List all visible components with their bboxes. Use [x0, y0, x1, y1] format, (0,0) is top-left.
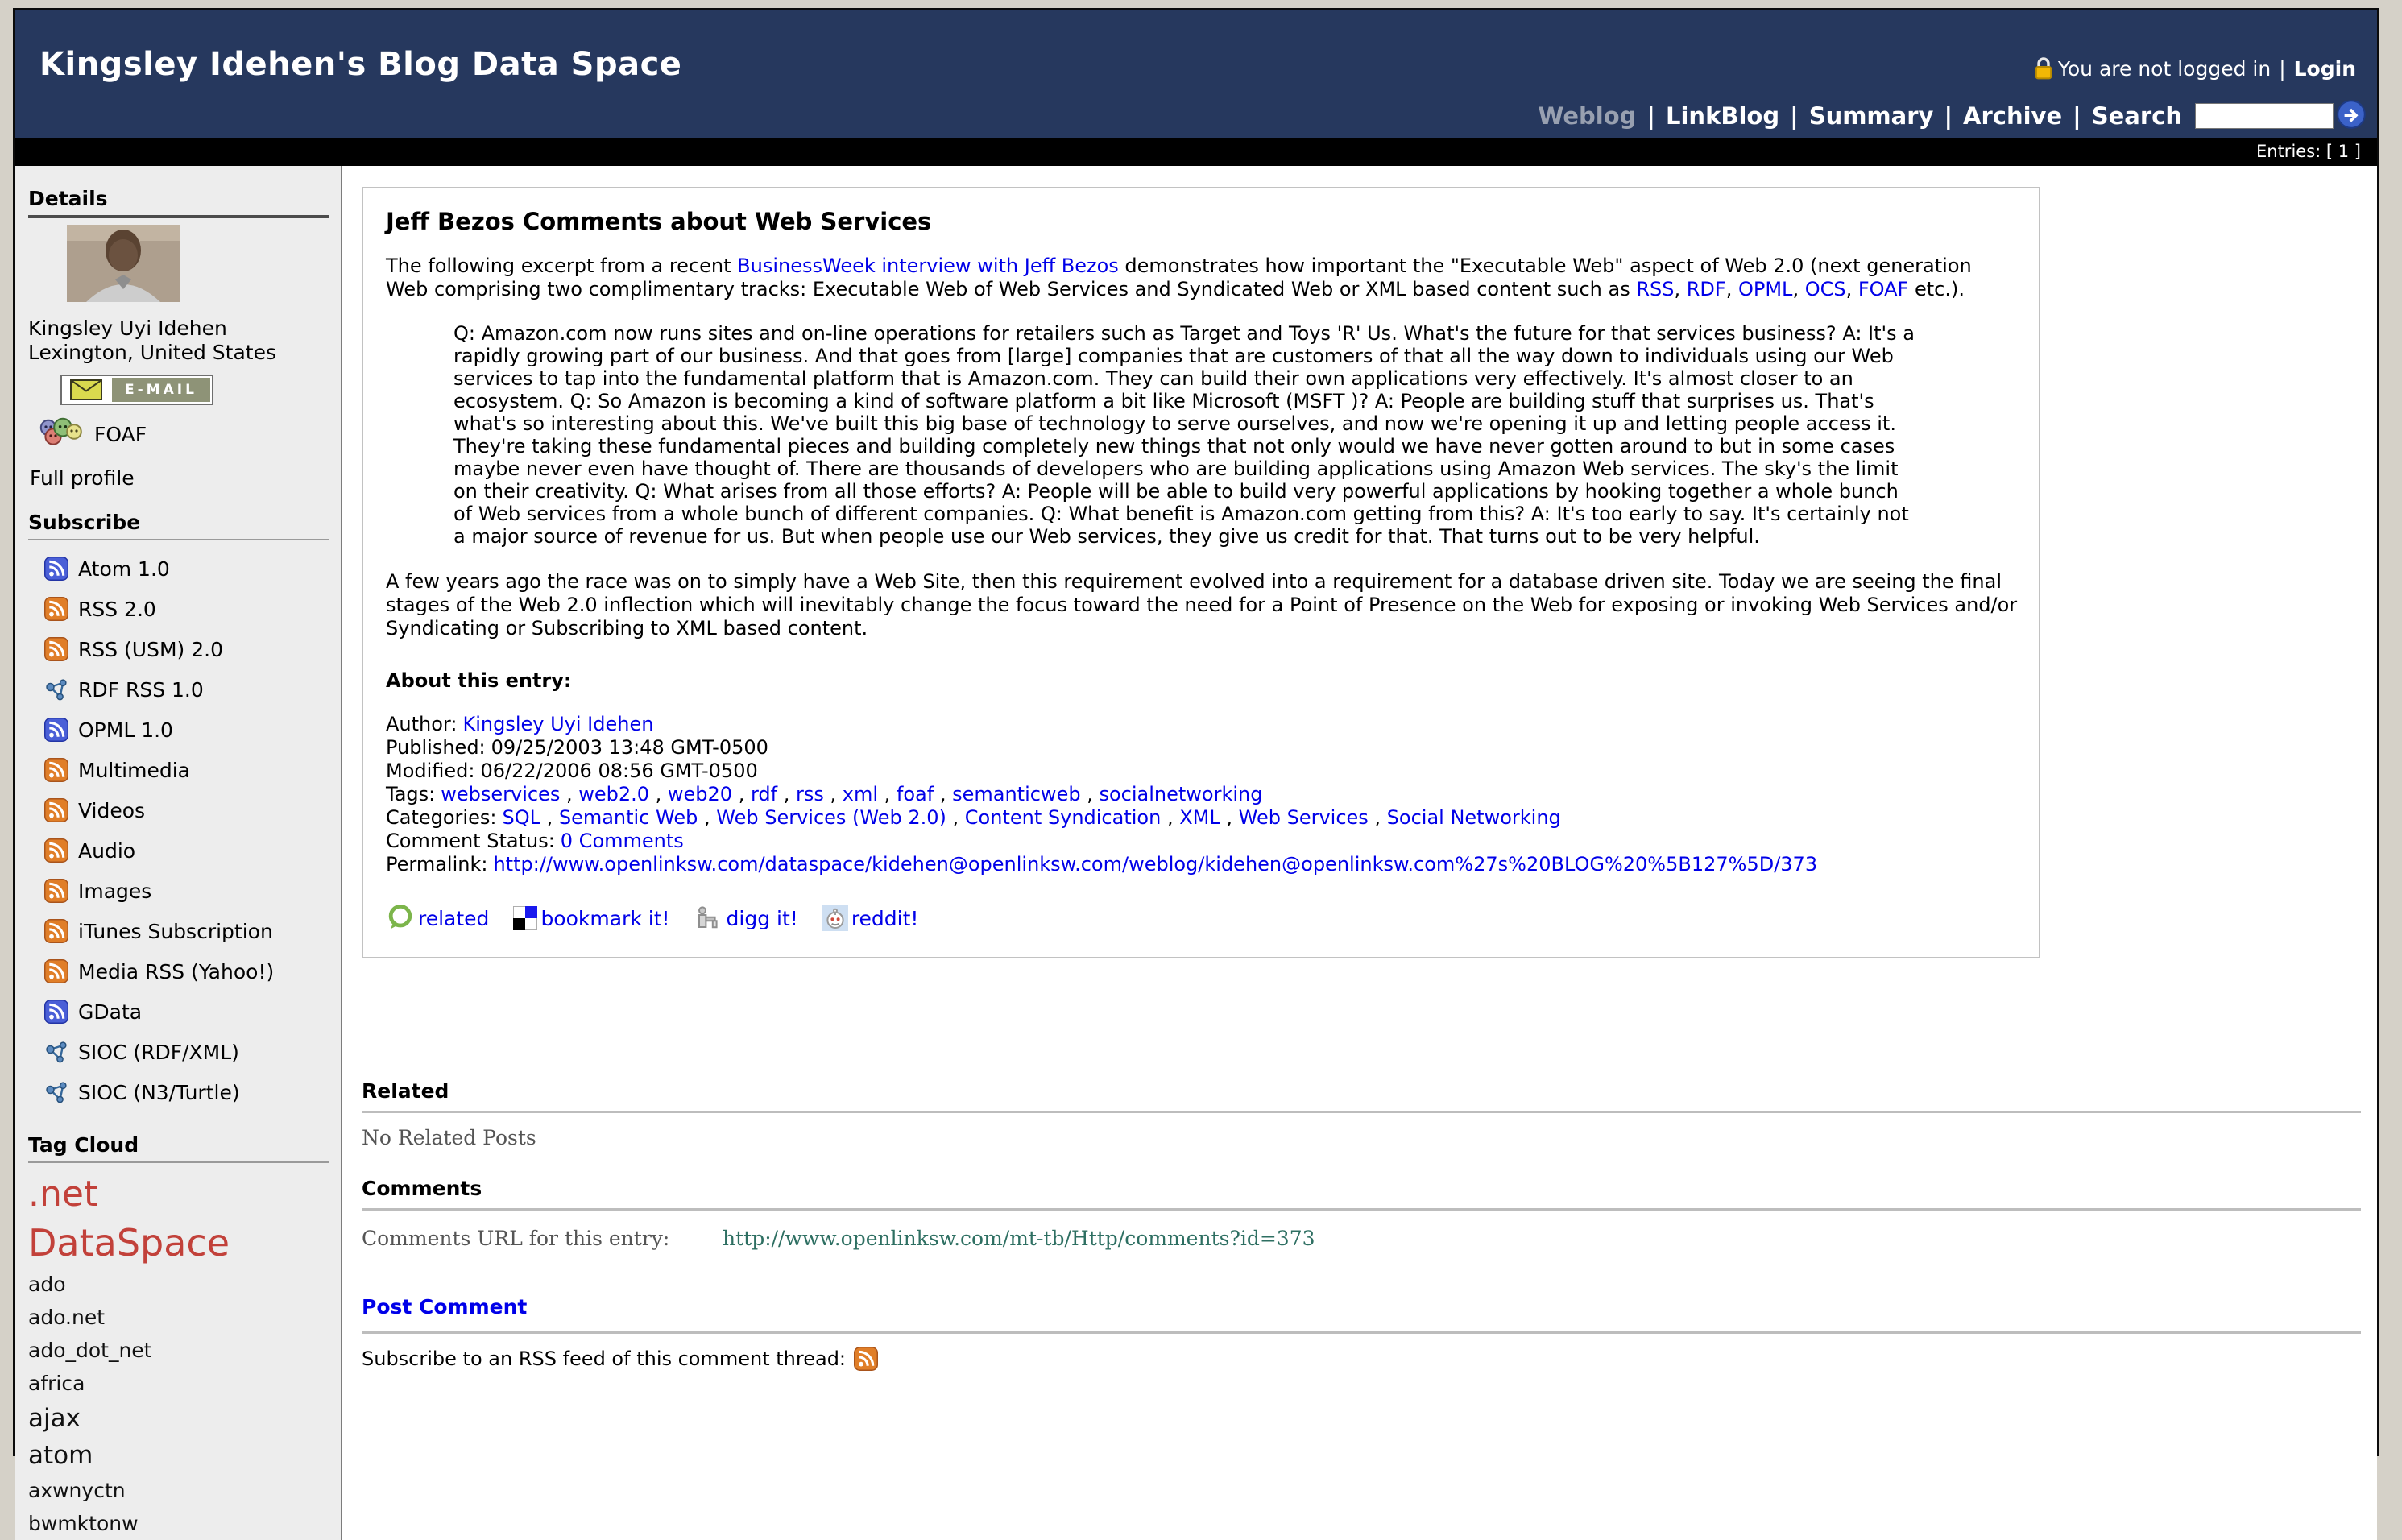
category-link[interactable]: XML — [1179, 806, 1220, 829]
meta-label: Published: — [386, 736, 486, 759]
related-heading: Related — [362, 1079, 449, 1103]
login-link[interactable]: Login — [2293, 56, 2356, 81]
feed-label: RSS (USM) 2.0 — [78, 637, 224, 661]
published-value: 09/25/2003 13:48 GMT-0500 — [491, 736, 768, 759]
related-icon — [386, 904, 415, 933]
divider — [362, 1111, 2361, 1113]
separator: , — [1220, 806, 1239, 829]
feed-label: RDF RSS 1.0 — [78, 677, 204, 702]
foaf-link-row[interactable] — [38, 416, 329, 452]
tag-link[interactable]: webservices — [441, 783, 561, 805]
comment-status-link[interactable]: 0 Comments — [560, 830, 684, 852]
meta-label: Tags: — [386, 783, 436, 805]
main-content — [342, 166, 2377, 1540]
feed-link-audio[interactable] — [28, 830, 329, 871]
comments-url-row — [362, 1227, 2361, 1250]
meta-label: Author: — [386, 713, 458, 735]
comments-section — [362, 1177, 2361, 1371]
tag-dotnet[interactable]: .net — [28, 1174, 98, 1215]
meta-published — [386, 736, 2018, 760]
rss-orange-icon — [44, 919, 68, 943]
separator: , — [1674, 278, 1687, 300]
separator: , — [732, 783, 751, 805]
feed-label: Videos — [78, 798, 146, 822]
tag-ado[interactable]: ado — [28, 1273, 66, 1296]
padlock-icon — [2032, 56, 2055, 81]
meta-label: Comment Status: — [386, 830, 555, 852]
divider — [28, 539, 329, 540]
feed-label: SIOC (N3/Turtle) — [78, 1080, 240, 1104]
permalink-link[interactable]: http://www.openlinksw.com/dataspace/kidehen@openlinksw.com/weblog/kidehen@openlinksw.com%27s%20BLOG%20%5B127%5D/373 — [493, 853, 1818, 876]
intro-text: The following excerpt from a recent — [386, 255, 738, 277]
tag-link[interactable]: xml — [842, 783, 879, 805]
feed-link-rss-usm[interactable] — [28, 629, 329, 669]
divider — [28, 215, 329, 218]
rss-orange-icon — [44, 637, 68, 661]
avatar — [67, 225, 180, 302]
category-link[interactable]: Social Networking — [1386, 806, 1561, 829]
feed-link-rdf-rss[interactable] — [28, 669, 329, 710]
separator: , — [649, 783, 668, 805]
opml-link[interactable]: OPML — [1737, 278, 1793, 300]
rdf-icon — [44, 1080, 68, 1104]
meta-author — [386, 713, 2018, 736]
separator: , — [1368, 806, 1387, 829]
nav-separator: | — [2073, 101, 2081, 130]
reddit-icon — [822, 905, 848, 931]
feed-link-videos[interactable] — [28, 790, 329, 830]
author-link[interactable]: Kingsley Uyi Idehen — [462, 713, 654, 735]
feed-label: GData — [78, 1000, 143, 1024]
nav-item-archive[interactable]: Archive — [1963, 101, 2063, 130]
post-comment-link[interactable]: Post Comment — [362, 1295, 528, 1319]
interview-blockquote: Q: Amazon.com now runs sites and on-line operations for retailers such as Target and Toys 'R' Us. What's the future for that services business? A: It's a rapidly growing part of our business. And that goes from [large] companies that are customers of that all the way down to individuals using our Web services to tap into the fundamental platform that is Amazon.com. They can build their own applications very effectively. It's almost closer to an ecosystem. Q: So Amazon is becoming a kind of software platform a bit like Microsoft (MSFT )? A: People are building stuff that surprises us. That's what's so interesting about this. We've built this big base of technology to serve ourselves, and now we're opening it up and letting people access it. They're taking these fundamental pieces and building completely new things that not only would we have never gotten around to but in some cases maybe never even have thought of. There are thousands of developers who are building applications using Amazon Web services. The sky's the limit on their creativity. Q: What arises from all those efforts? A: People will be able to build very powerful applications by hooking together a whole bunch of Web services from a whole bunch of different companies. Q: What benefit is Amazon.com getting from this? A: It's too early to say. It's certainly not a major source of revenue for us. But when people use our Web services, they give us credit for that. That turns out to be very helpful. — [453, 322, 1915, 548]
foaf-link[interactable]: FOAF — [1857, 278, 1909, 300]
site-header — [15, 10, 2377, 138]
email-icon — [64, 378, 109, 402]
nav-item-summary[interactable]: Summary — [1808, 101, 1934, 130]
digg-icon — [694, 905, 723, 931]
intro-text: demonstrates how important the "Executable Web" aspect of Web 2.0 (next generation Web comprising two complimentary tracks: Executable Web of Web Services and Syndicated Web or XML based content such as — [386, 255, 1972, 300]
feed-label: SIOC (RDF/XML) — [78, 1040, 239, 1064]
separator: , — [1845, 278, 1858, 300]
separator: , — [1080, 783, 1100, 805]
no-related-posts-text: No Related Posts — [362, 1126, 536, 1149]
tag-cloud-heading: Tag Cloud — [28, 1133, 139, 1157]
nav-item-weblog[interactable]: Weblog — [1538, 101, 1637, 130]
tag-ajax[interactable]: ajax — [28, 1404, 81, 1433]
feed-link-multimedia[interactable] — [28, 750, 329, 790]
tag-ado-dot-net[interactable]: ado_dot_net — [28, 1339, 152, 1362]
separator: , — [560, 783, 579, 805]
login-separator: | — [2279, 56, 2286, 81]
blog-post — [362, 187, 2040, 958]
tag-link[interactable]: rss — [796, 783, 824, 805]
feed-link-sioc-rdf[interactable] — [28, 1032, 329, 1072]
entries-count-bar: Entries: [ 1 ] — [15, 138, 2377, 166]
feed-label: Audio — [78, 838, 136, 863]
separator: , — [1161, 806, 1180, 829]
feed-link-gdata[interactable] — [28, 991, 329, 1032]
sidebar — [15, 166, 342, 1540]
separator: , — [823, 783, 843, 805]
profile-location: Lexington, United States — [28, 341, 277, 364]
tag-link[interactable]: socialnetworking — [1099, 783, 1263, 805]
email-button[interactable] — [60, 375, 213, 405]
feed-link-images[interactable] — [28, 871, 329, 911]
divider — [362, 1208, 2361, 1211]
full-profile-link[interactable]: Full profile — [30, 466, 135, 490]
rdf-icon — [44, 1040, 68, 1064]
separator: , — [1725, 278, 1738, 300]
browser-page — [13, 8, 2379, 1535]
feed-label: OPML 1.0 — [78, 718, 173, 742]
comments-url-label: Comments URL for this entry: — [362, 1227, 670, 1250]
rss-orange-icon — [44, 959, 68, 983]
search-input[interactable] — [2195, 103, 2334, 129]
meta-label: Categories: — [386, 806, 497, 829]
rss-orange-icon — [44, 758, 68, 782]
category-link[interactable]: Web Services (Web 2.0) — [716, 806, 946, 829]
comment-thread-subscribe-row — [362, 1347, 2361, 1371]
businessweek-link[interactable]: BusinessWeek interview with Jeff Bezos — [737, 255, 1119, 277]
rss-orange-icon — [44, 838, 68, 863]
divider — [362, 1331, 2361, 1334]
meta-label: Modified: — [386, 760, 475, 782]
category-link[interactable]: Semantic Web — [558, 806, 698, 829]
nav-item-search[interactable]: Search — [2091, 101, 2182, 130]
login-status-text: You are not logged in — [2057, 56, 2272, 81]
nav-separator: | — [1944, 101, 1953, 130]
meta-permalink — [386, 853, 2018, 876]
feed-link-sioc-n3[interactable] — [28, 1072, 329, 1112]
separator: , — [540, 806, 559, 829]
related-section — [362, 1079, 2361, 1149]
reddit-link[interactable]: reddit! — [851, 906, 919, 930]
comment-feed-link[interactable] — [854, 1347, 878, 1371]
profile-name: Kingsley Uyi Idehen — [28, 317, 227, 340]
about-entry-heading: About this entry: — [386, 669, 572, 692]
digg-link[interactable]: digg it! — [726, 906, 798, 930]
feed-label: Media RSS (Yahoo!) — [78, 959, 275, 983]
nav-separator: | — [1790, 101, 1799, 130]
feed-link-media-rss[interactable] — [28, 951, 329, 991]
nav-item-linkblog[interactable]: LinkBlog — [1666, 101, 1780, 130]
bookmark-link[interactable]: bookmark it! — [540, 906, 670, 930]
rss-blue-icon — [44, 1000, 68, 1024]
category-link[interactable]: Content Syndication — [964, 806, 1162, 829]
category-link[interactable]: Web Services — [1238, 806, 1369, 829]
feed-label: RSS 2.0 — [78, 597, 156, 621]
separator: , — [698, 806, 717, 829]
post-paragraph: A few years ago the race was on to simply have a Web Site, then this requirement evolved into a requirement for a database driven site. Today we are seeing the final stages of the Web 2.0 inflection which will inevitably change the focus toward the need for a Point of Presence on the Web for exposing or invoking Web Services and/or Syndicating or Subscribing to XML based content. — [386, 570, 2018, 640]
search-go-icon — [2337, 100, 2366, 131]
tag-cloud — [28, 1171, 329, 1540]
modified-value: 06/22/2006 08:56 GMT-0500 — [480, 760, 758, 782]
meta-label: Permalink: — [386, 853, 488, 876]
meta-tags — [386, 783, 2018, 806]
separator: , — [934, 783, 953, 805]
rss-link[interactable]: RSS — [1636, 278, 1675, 300]
tag-link[interactable]: web20 — [667, 783, 733, 805]
login-status-row — [2032, 56, 2356, 81]
separator: , — [777, 783, 796, 805]
comments-url-value: http://www.openlinksw.com/mt-tb/Http/comments?id=373 — [723, 1227, 1315, 1250]
tag-link[interactable]: web2.0 — [578, 783, 650, 805]
tag-link[interactable]: semanticweb — [952, 783, 1081, 805]
tag-atom[interactable]: atom — [28, 1441, 93, 1470]
feed-link-atom[interactable] — [28, 549, 329, 589]
feed-label: iTunes Subscription — [78, 919, 273, 943]
rdf-link[interactable]: RDF — [1686, 278, 1726, 300]
tag-link[interactable]: foaf — [896, 783, 934, 805]
divider — [28, 1161, 329, 1163]
tag-ado-net[interactable]: ado.net — [28, 1306, 106, 1329]
rss-orange-icon — [44, 798, 68, 822]
separator: , — [946, 806, 965, 829]
post-intro — [386, 255, 2018, 301]
feed-link-rss2[interactable] — [28, 589, 329, 629]
search-go-button[interactable] — [2337, 100, 2366, 131]
separator: , — [878, 783, 897, 805]
rss-blue-icon — [44, 718, 68, 742]
subscribe-heading: Subscribe — [28, 511, 141, 534]
delicious-icon — [513, 906, 537, 930]
rss-orange-icon — [44, 597, 68, 621]
tag-africa[interactable]: africa — [28, 1372, 85, 1395]
related-link[interactable]: related — [418, 906, 490, 930]
tag-link[interactable]: rdf — [750, 783, 778, 805]
tag-dataspace[interactable]: DataSpace — [28, 1221, 230, 1265]
category-link[interactable]: SQL — [502, 806, 540, 829]
feed-label: Multimedia — [78, 758, 190, 782]
meta-categories — [386, 806, 2018, 830]
ocs-link[interactable]: OCS — [1804, 278, 1846, 300]
rdf-icon — [44, 677, 68, 702]
rss-orange-icon — [44, 879, 68, 903]
comment-feed-icon — [854, 1347, 878, 1371]
foaf-icon — [38, 416, 88, 452]
nav-separator: | — [1646, 101, 1656, 130]
email-button-label: E-MAIL — [112, 378, 210, 402]
main-nav — [1538, 100, 2366, 131]
feed-link-itunes[interactable] — [28, 911, 329, 951]
foaf-label: FOAF — [94, 422, 147, 446]
feed-label: Atom 1.0 — [78, 557, 170, 581]
subscribe-thread-text: Subscribe to an RSS feed of this comment thread: — [362, 1348, 847, 1370]
meta-modified — [386, 760, 2018, 783]
rss-blue-icon — [44, 557, 68, 581]
post-title: Jeff Bezos Comments about Web Services — [386, 208, 932, 235]
share-row — [386, 904, 2018, 933]
tag-bwmktonw[interactable]: bwmktonw — [28, 1512, 139, 1535]
intro-text: etc.). — [1908, 278, 1965, 300]
comments-heading: Comments — [362, 1177, 482, 1200]
site-title: Kingsley Idehen's Blog Data Space — [39, 46, 682, 83]
separator: , — [1792, 278, 1805, 300]
feed-link-opml[interactable] — [28, 710, 329, 750]
details-heading: Details — [28, 187, 108, 210]
tag-axwnyctn[interactable]: axwnyctn — [28, 1479, 126, 1502]
meta-comment-status — [386, 830, 2018, 853]
feed-label: Images — [78, 879, 152, 903]
